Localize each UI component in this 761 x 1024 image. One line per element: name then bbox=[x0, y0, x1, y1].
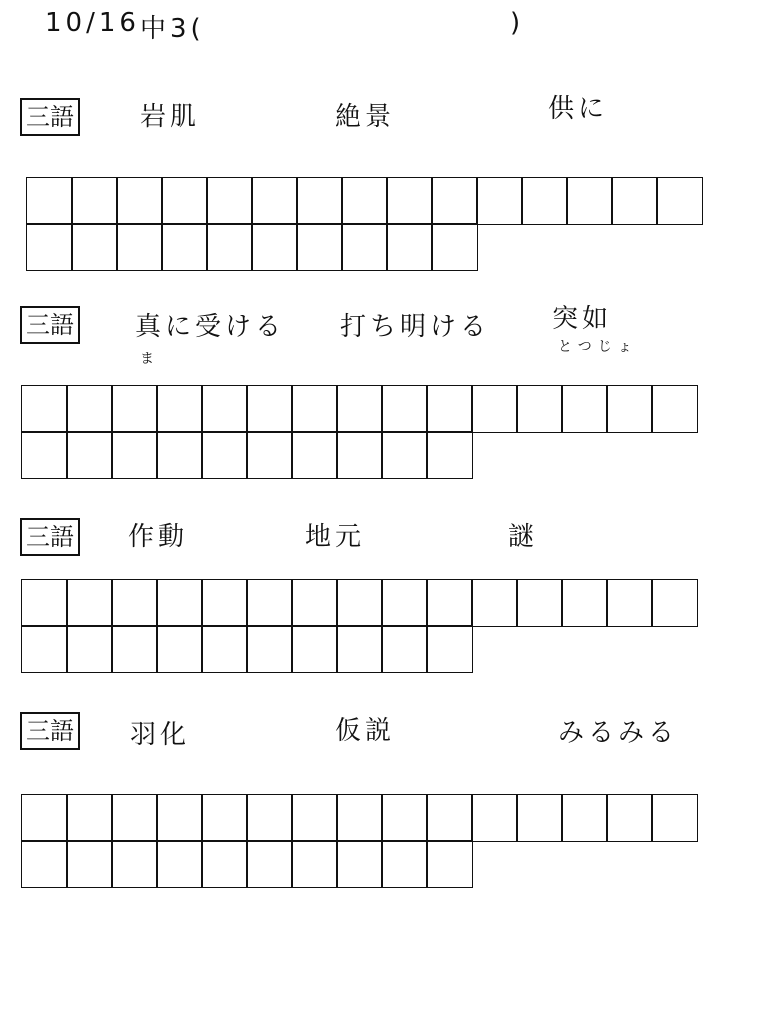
answer-cell[interactable] bbox=[246, 794, 293, 842]
word-1: 羽化 bbox=[130, 720, 191, 750]
answer-cell[interactable] bbox=[341, 223, 388, 271]
answer-cell[interactable] bbox=[111, 794, 158, 842]
answer-cell[interactable] bbox=[381, 840, 428, 888]
answer-grid[interactable] bbox=[22, 580, 697, 672]
section-label: 三語 bbox=[20, 518, 80, 556]
answer-cell[interactable] bbox=[336, 794, 383, 842]
answer-cell[interactable] bbox=[606, 385, 653, 433]
section-label: 三語 bbox=[20, 712, 80, 750]
answer-cell[interactable] bbox=[156, 625, 203, 673]
word-3: 供に bbox=[548, 94, 609, 124]
answer-cell[interactable] bbox=[66, 794, 113, 842]
answer-cell[interactable] bbox=[561, 385, 608, 433]
answer-cell[interactable] bbox=[111, 579, 158, 627]
answer-cell[interactable] bbox=[66, 385, 113, 433]
name-close-paren: ) bbox=[510, 8, 525, 38]
answer-cell[interactable] bbox=[201, 431, 248, 479]
word-1: 岩肌 bbox=[140, 102, 201, 132]
answer-cell[interactable] bbox=[246, 625, 293, 673]
answer-cell[interactable] bbox=[336, 385, 383, 433]
answer-cell[interactable] bbox=[21, 794, 68, 842]
answer-cell[interactable] bbox=[26, 223, 73, 271]
answer-cell[interactable] bbox=[251, 223, 298, 271]
section-label: 三語 bbox=[20, 306, 80, 344]
reading-1: ま bbox=[140, 351, 160, 367]
answer-cell[interactable] bbox=[111, 625, 158, 673]
answer-cell[interactable] bbox=[606, 579, 653, 627]
answer-cell[interactable] bbox=[431, 177, 478, 225]
answer-cell[interactable] bbox=[656, 177, 703, 225]
answer-cell[interactable] bbox=[516, 794, 563, 842]
answer-cell[interactable] bbox=[246, 385, 293, 433]
answer-cell[interactable] bbox=[471, 385, 518, 433]
answer-cell[interactable] bbox=[206, 223, 253, 271]
answer-cell[interactable] bbox=[381, 579, 428, 627]
answer-cell[interactable] bbox=[381, 625, 428, 673]
answer-cell[interactable] bbox=[246, 579, 293, 627]
answer-cell[interactable] bbox=[426, 579, 473, 627]
answer-cell[interactable] bbox=[246, 840, 293, 888]
date: 10/16 bbox=[45, 8, 140, 38]
answer-cell[interactable] bbox=[66, 625, 113, 673]
answer-cell[interactable] bbox=[71, 223, 118, 271]
answer-cell[interactable] bbox=[471, 579, 518, 627]
answer-cell[interactable] bbox=[201, 625, 248, 673]
answer-cell[interactable] bbox=[291, 794, 338, 842]
answer-cell[interactable] bbox=[161, 223, 208, 271]
answer-cell[interactable] bbox=[156, 579, 203, 627]
word-2: 地元 bbox=[305, 522, 366, 552]
answer-cell[interactable] bbox=[471, 794, 518, 842]
answer-cell[interactable] bbox=[291, 579, 338, 627]
answer-cell[interactable] bbox=[201, 794, 248, 842]
answer-cell[interactable] bbox=[291, 431, 338, 479]
answer-cell[interactable] bbox=[156, 431, 203, 479]
word-1: 作動 bbox=[128, 522, 189, 552]
answer-cell[interactable] bbox=[336, 840, 383, 888]
answer-cell[interactable] bbox=[246, 431, 293, 479]
word-2: 仮説 bbox=[335, 716, 396, 746]
word-3: 謎 bbox=[508, 522, 539, 552]
answer-cell[interactable] bbox=[156, 840, 203, 888]
answer-cell[interactable] bbox=[426, 625, 473, 673]
answer-cell[interactable] bbox=[291, 840, 338, 888]
answer-cell[interactable] bbox=[426, 385, 473, 433]
answer-grid[interactable] bbox=[22, 795, 697, 887]
word-1: 真に受ける bbox=[135, 312, 286, 342]
answer-cell[interactable] bbox=[426, 794, 473, 842]
answer-grid[interactable] bbox=[27, 178, 702, 270]
answer-cell[interactable] bbox=[21, 625, 68, 673]
answer-cell[interactable] bbox=[206, 177, 253, 225]
answer-cell[interactable] bbox=[161, 177, 208, 225]
answer-cell[interactable] bbox=[336, 579, 383, 627]
answer-cell[interactable] bbox=[66, 840, 113, 888]
answer-cell[interactable] bbox=[21, 579, 68, 627]
answer-cell[interactable] bbox=[296, 177, 343, 225]
answer-cell[interactable] bbox=[116, 177, 163, 225]
answer-cell[interactable] bbox=[291, 625, 338, 673]
section-label: 三語 bbox=[20, 98, 80, 136]
answer-cell[interactable] bbox=[341, 177, 388, 225]
answer-cell[interactable] bbox=[71, 177, 118, 225]
answer-cell[interactable] bbox=[611, 177, 658, 225]
answer-cell[interactable] bbox=[381, 794, 428, 842]
answer-cell[interactable] bbox=[26, 177, 73, 225]
answer-cell[interactable] bbox=[111, 840, 158, 888]
answer-cell[interactable] bbox=[111, 385, 158, 433]
class-label: 中3( bbox=[140, 14, 205, 44]
answer-cell[interactable] bbox=[606, 794, 653, 842]
answer-cell[interactable] bbox=[381, 385, 428, 433]
answer-cell[interactable] bbox=[516, 385, 563, 433]
answer-cell[interactable] bbox=[521, 177, 568, 225]
answer-cell[interactable] bbox=[476, 177, 523, 225]
answer-cell[interactable] bbox=[651, 579, 698, 627]
answer-cell[interactable] bbox=[386, 177, 433, 225]
word-2: 打ち明ける bbox=[340, 312, 491, 342]
answer-cell[interactable] bbox=[21, 431, 68, 479]
answer-cell[interactable] bbox=[156, 794, 203, 842]
answer-cell[interactable] bbox=[431, 223, 478, 271]
answer-cell[interactable] bbox=[66, 431, 113, 479]
answer-cell[interactable] bbox=[651, 385, 698, 433]
answer-cell[interactable] bbox=[116, 223, 163, 271]
answer-cell[interactable] bbox=[296, 223, 343, 271]
answer-cell[interactable] bbox=[426, 431, 473, 479]
answer-cell[interactable] bbox=[561, 579, 608, 627]
answer-cell[interactable] bbox=[111, 431, 158, 479]
answer-grid[interactable] bbox=[22, 386, 697, 478]
answer-cell[interactable] bbox=[21, 385, 68, 433]
answer-cell[interactable] bbox=[381, 431, 428, 479]
answer-cell[interactable] bbox=[291, 385, 338, 433]
answer-cell[interactable] bbox=[566, 177, 613, 225]
reading-3: とつじょ bbox=[558, 339, 638, 355]
answer-cell[interactable] bbox=[156, 385, 203, 433]
word-3: みるみる bbox=[558, 718, 679, 748]
answer-cell[interactable] bbox=[516, 579, 563, 627]
answer-cell[interactable] bbox=[66, 579, 113, 627]
answer-cell[interactable] bbox=[426, 840, 473, 888]
answer-cell[interactable] bbox=[251, 177, 298, 225]
answer-cell[interactable] bbox=[201, 840, 248, 888]
answer-cell[interactable] bbox=[336, 431, 383, 479]
answer-cell[interactable] bbox=[201, 579, 248, 627]
word-3: 突如 bbox=[552, 304, 613, 334]
answer-cell[interactable] bbox=[651, 794, 698, 842]
answer-cell[interactable] bbox=[386, 223, 433, 271]
answer-cell[interactable] bbox=[21, 840, 68, 888]
answer-cell[interactable] bbox=[201, 385, 248, 433]
answer-cell[interactable] bbox=[336, 625, 383, 673]
answer-cell[interactable] bbox=[561, 794, 608, 842]
word-2: 絶景 bbox=[335, 102, 396, 132]
